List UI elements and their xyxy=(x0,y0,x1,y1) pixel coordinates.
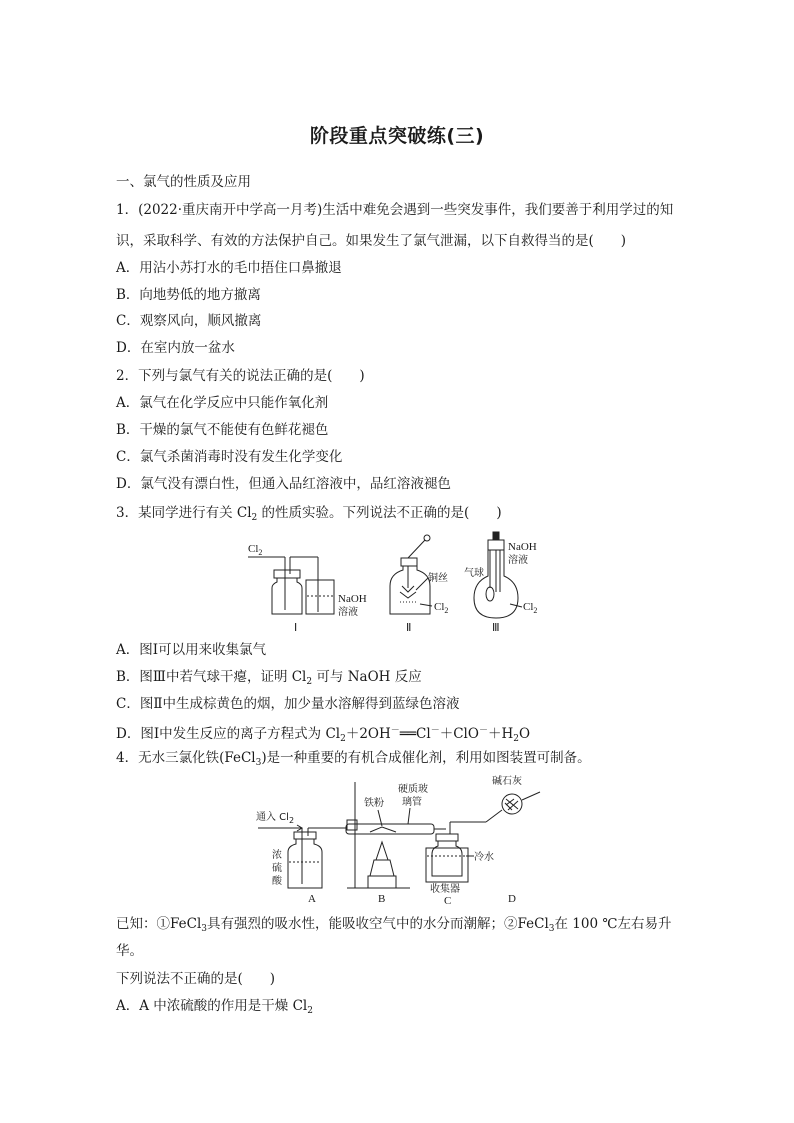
fig4-alcohol-lamp xyxy=(370,842,394,876)
fig4-lamp-base xyxy=(368,876,396,888)
fig3-cl2-label: $Cl_2$ xyxy=(523,601,538,615)
fig3-solution-label: 溶液 xyxy=(508,555,528,566)
fig4-bottle-a-stopper xyxy=(294,832,316,839)
fig4-label-b: B xyxy=(378,893,386,905)
q1-option-d: D．在室内放一盆水 xyxy=(116,340,235,356)
fig4-soda-lime-label: 碱石灰 xyxy=(492,776,522,787)
q3-option-d: D．图Ⅰ中发生反应的离子方程式为 $Cl_2+2OH^-══Cl^-+ClO^-+H_2O$ xyxy=(116,726,531,744)
fig4-drying-tube-inlet xyxy=(486,810,502,822)
page-title: 阶段重点突破练(三) xyxy=(309,125,485,147)
fig1-collection-bottle xyxy=(272,578,302,614)
fig2-roman-label: Ⅱ xyxy=(406,622,412,634)
fig2-stopper xyxy=(401,558,417,566)
fig3-naoh-label: NaOH xyxy=(508,541,537,553)
q2-option-a: A．氯气在化学反应中只能作氧化剂 xyxy=(116,395,329,411)
fig4-iron-label: 铁粉 xyxy=(364,798,384,809)
fig4-soda-lime-fill xyxy=(505,799,518,810)
fig4-label-c: C xyxy=(444,895,452,907)
q3-option-a: A．图Ⅰ可以用来收集氯气 xyxy=(116,642,267,658)
q1-option-c: C．观察风向，顺风撤离 xyxy=(116,313,262,329)
fig2-copper-rod xyxy=(408,540,425,558)
fig3-balloon-label: 气球 xyxy=(464,568,484,579)
fig1-naoh-label: NaOH xyxy=(338,593,367,605)
fig4-label-d: D xyxy=(508,893,516,905)
q2-option-c: C．氯气杀菌消毒时没有发生化学变化 xyxy=(116,449,343,465)
fig4-tube-label-2: 璃管 xyxy=(402,797,422,808)
fig2-cl2-label: $Cl_2$ xyxy=(434,601,449,615)
fig4-acid-label-2: 硫 xyxy=(272,863,282,874)
fig4-label-a: A xyxy=(308,893,316,905)
q4-option-a: A．A 中浓硫酸的作用是干燥 $Cl_2$ xyxy=(116,998,313,1016)
fig1-cl2-label: $Cl_2$ xyxy=(248,543,263,557)
fig4-bottle-a xyxy=(288,839,322,888)
q2-stem: 2．下列与氯气有关的说法正确的是( ) xyxy=(116,368,365,384)
fig4-tube-label-1: 硬质玻 xyxy=(398,784,428,795)
q1-option-a: A．用沾小苏打水的毛巾捂住口鼻撤退 xyxy=(116,260,342,276)
q2-option-d: D．氯气没有漂白性，但通入品红溶液中，品红溶液褪色 xyxy=(116,476,451,492)
fig4-inlet-label: 通入 $Cl_2$ xyxy=(256,812,295,825)
q4-apparatus-figure xyxy=(250,772,570,907)
fig3-balloon xyxy=(486,587,494,601)
fig3-stopper xyxy=(488,540,504,550)
fig4-collector xyxy=(432,841,462,876)
fig1-stopper xyxy=(274,570,300,578)
q4-stem2: 下列说法不正确的是( ) xyxy=(116,971,276,987)
fig1-naoh-beaker xyxy=(306,580,334,614)
q3-option-c: C．图Ⅱ中生成棕黄色的烟，加少量水溶解得到蓝绿色溶液 xyxy=(116,696,460,712)
q3-stem: 3．某同学进行有关 $Cl_2$ 的性质实验。下列说法不正确的是( ) xyxy=(116,505,502,523)
q3-apparatus-figure xyxy=(240,530,560,635)
fig4-drying-tube-outlet xyxy=(522,792,540,800)
fig2-copper-label: 铜丝 xyxy=(428,573,448,584)
fig4-iron-powder xyxy=(370,827,396,832)
q1-option-b: B．向地势低的地方撤离 xyxy=(116,287,261,303)
fig4-hard-glass-tube xyxy=(346,824,434,834)
q3-option-b: B．图Ⅲ中若气球干瘪，证明 $Cl_2$ 可与 NaOH 反应 xyxy=(116,669,422,687)
fig3-roman-label: Ⅲ xyxy=(492,622,500,634)
fig4-acid-label-3: 酸 xyxy=(272,876,282,887)
fig3-dropper-bulb xyxy=(493,532,499,540)
fig1-roman-label: Ⅰ xyxy=(294,622,298,634)
section-heading: 一、氯气的性质及应用 xyxy=(116,174,251,190)
fig4-collector-label: 收集器 xyxy=(430,884,460,895)
q1-stem-line1: 1．(2022·重庆南开中学高一月考)生活中难免会遇到一些突发事件，我们要善于利用学过的知 xyxy=(116,202,674,218)
fig4-acid-label-1: 浓 xyxy=(272,850,282,861)
q4-known-line1: 已知：①FeCl$_3$具有强烈的吸水性，能吸收空气中的水分而潮解；②FeCl$_3$在 100 ℃左右易升 xyxy=(116,916,672,934)
q4-known-line2: 华。 xyxy=(116,943,143,959)
q1-stem-line2: 识，采取科学、有效的方法保护自己。如果发生了氯气泄漏，以下自救得当的是( ) xyxy=(116,233,627,249)
fig4-cold-water-label: 冷水 xyxy=(474,852,494,863)
q2-option-b: B．干燥的氯气不能使有色鲜花褪色 xyxy=(116,422,329,438)
fig1-solution-label: 溶液 xyxy=(338,607,358,618)
fig4-collector-stopper xyxy=(436,834,458,841)
q4-stem: 4．无水三氯化铁(FeCl$_3$)是一种重要的有机合成催化剂，利用如图装置可制备。 xyxy=(116,750,591,768)
